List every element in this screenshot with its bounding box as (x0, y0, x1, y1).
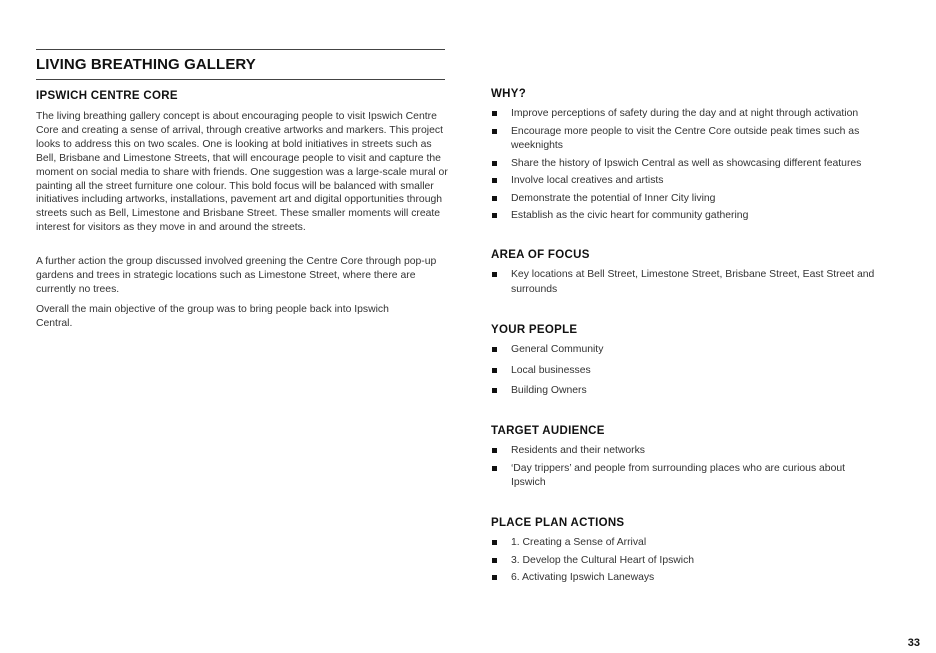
list-item: Residents and their networks (491, 444, 901, 459)
audience-list (491, 444, 901, 491)
why-heading: WHY? (491, 88, 527, 100)
list-item: Building Owners (491, 384, 901, 399)
bullet-icon (492, 111, 497, 116)
list-item: Share the history of Ipswich Central as well as showcasing different features (491, 157, 901, 172)
section-subtitle: IPSWICH CENTRE CORE (36, 90, 178, 102)
list-item: Encourage more people to visit the Centre Core outside peak times such as weeknights (491, 125, 901, 154)
actions-heading: PLACE PLAN ACTIONS (491, 517, 625, 529)
body-paragraph-2: A further action the group discussed involved greening the Centre Core through pop-up gardens and trees in strategic locations such as Limestone Street, where there are currently no trees. (36, 256, 437, 295)
bullet-icon (492, 448, 497, 453)
list-item: Improve perceptions of safety during the day and at night through activation (491, 107, 901, 122)
bullet-icon (492, 388, 497, 393)
list-item: ‘Day trippers’ and people from surrounding places who are curious about Ipswich (491, 462, 901, 491)
list-item: Demonstrate the potential of Inner City living (491, 192, 901, 207)
bullet-icon (492, 272, 497, 277)
focus-section (491, 249, 901, 300)
bullet-icon (492, 368, 497, 373)
body-paragraph-1: The living breathing gallery concept is about encouraging people to visit Ipswich Centre Core and creating a sense of arrival, through creative artworks and markers. This project looks to address this on two scales. One is looking at bold initiatives in streets such as Bell, Brisbane and Limestone Streets, that will encourage people to visit and capture the moment on social media to share with friends. One suggestion was a large-scale mural or painting all the street furniture one colour. This bold focus will be balanced with smaller initiatives including artworks, installations, pavement art and digital opportunities through streets such as Bell, Limestone and Brisbane Street. These smaller moments will create interest for visitors as they move in and around the streets. (36, 111, 448, 234)
list-item: Involve local creatives and artists (491, 174, 901, 189)
list-item: 1. Creating a Sense of Arrival (491, 536, 901, 551)
title-top-rule (36, 49, 445, 50)
why-section (491, 88, 901, 227)
people-section (491, 324, 901, 405)
people-heading: YOUR PEOPLE (491, 324, 578, 336)
people-list (491, 343, 901, 399)
bullet-icon (492, 347, 497, 352)
actions-section (491, 517, 901, 589)
bullet-icon (492, 466, 497, 471)
list-item: General Community (491, 343, 901, 358)
title-bottom-rule (36, 79, 445, 80)
bullet-icon (492, 540, 497, 545)
list-item: Key locations at Bell Street, Limestone Street, Brisbane Street, East Street and surrounds (491, 268, 901, 297)
bullet-icon (492, 575, 497, 580)
actions-list (491, 536, 901, 586)
bullet-icon (492, 213, 497, 218)
bullet-icon (492, 129, 497, 134)
list-item: 3. Develop the Cultural Heart of Ipswich (491, 554, 901, 569)
bullet-icon (492, 161, 497, 166)
why-list (491, 107, 901, 224)
list-item: 6. Activating Ipswich Laneways (491, 571, 901, 586)
body-paragraph-3: Overall the main objective of the group was to bring people back into Ipswich Central. (36, 304, 389, 329)
focus-list (491, 268, 901, 297)
bullet-icon (492, 196, 497, 201)
page-number: 33 (907, 637, 920, 649)
list-item: Establish as the civic heart for community gathering (491, 209, 901, 224)
bullet-icon (492, 558, 497, 563)
page-title: LIVING BREATHING GALLERY (36, 56, 256, 73)
audience-section (491, 425, 901, 494)
audience-heading: TARGET AUDIENCE (491, 425, 605, 437)
list-item: Local businesses (491, 364, 901, 379)
bullet-icon (492, 178, 497, 183)
focus-heading: AREA OF FOCUS (491, 249, 590, 261)
